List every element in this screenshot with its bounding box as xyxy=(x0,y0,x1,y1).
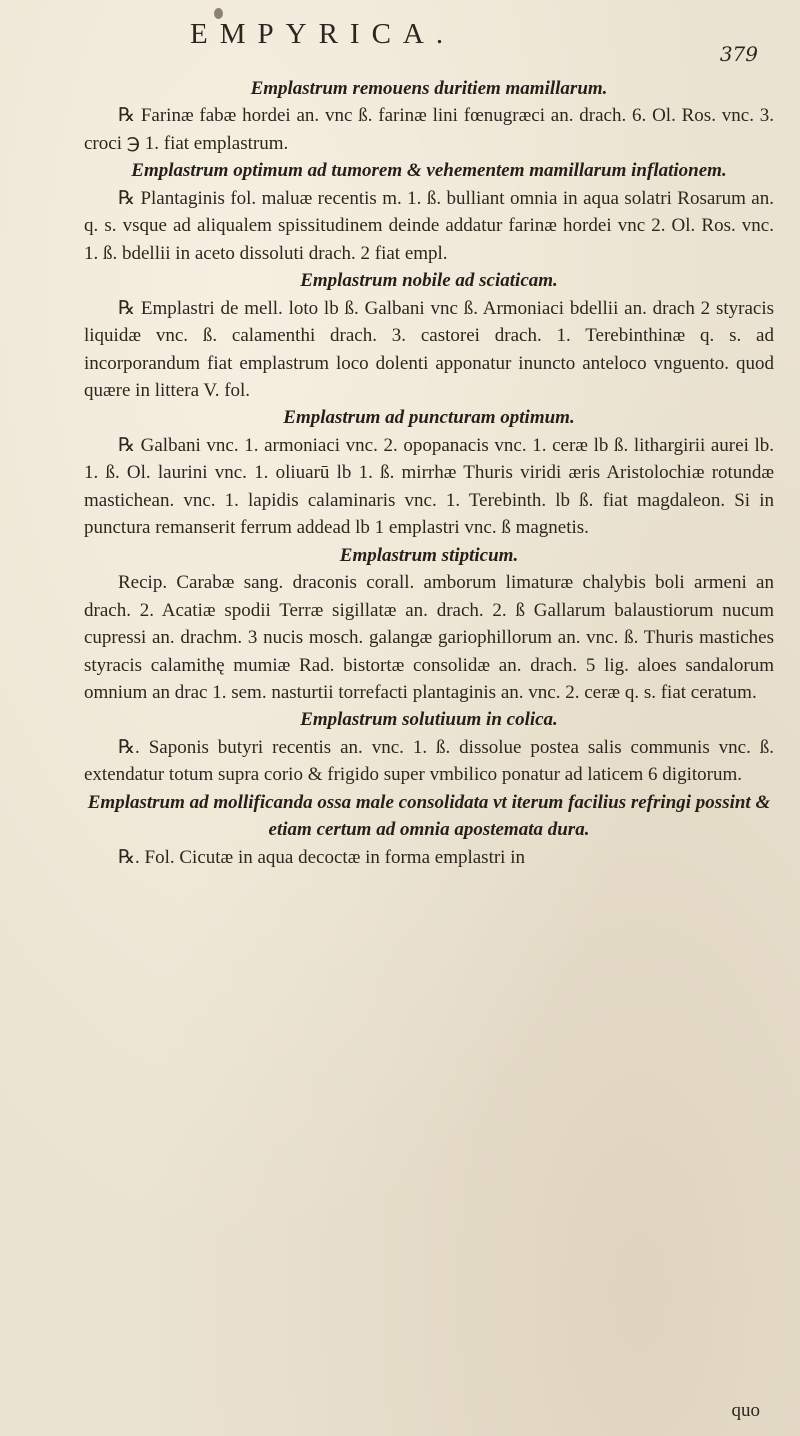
recipe-text: ℞ Emplastri de mell. loto lb ß. Galbani vnc ß. Armoniaci bdellii an. drach 2 styracis liquidæ vnc. ß. calamenthi drach. 3. castorei drach. 1. Terebinthinæ q. s. ad incorporandum fiat emplastrum loco dolenti apponatur inuncto anteloco vnguento. quod quære in littera V. fol. xyxy=(84,297,774,401)
recipe-heading: Emplastrum optimum ad tumorem & vehementem mamillarum inflationem. xyxy=(131,160,727,182)
recipe-text: ℞. Saponis butyri recentis an. vnc. 1. ß. dissolue postea salis communis vnc. ß. extendatur totum supra corio & frigido super vmbilico ponatur ad laticem 6 digitorum. xyxy=(84,736,774,786)
recipe-text: ℞ Galbani vnc. 1. armoniaci vnc. 2. opopanacis vnc. 1. ceræ lb ß. lithargirii aurei lb. 1. ß. Ol. laurini vnc. 1. oliuarū lb 1. ß. mirrhæ Thuris viridi æris Aristolochiæ rotundæ mastichean. vnc. 1. lapidis calaminaris vnc. 1. Terebinth. lb ß. fiat magdaleon. Si in punctura remanserit ferrum addead lb 1 emplastri vnc. ß magnetis. xyxy=(84,434,774,539)
recipe-text: ℞ Farinæ fabæ hordei an. vnc ß. farinæ lini fœnugræci an. drach. 6. Ol. Ros. vnc. 3. croci ℈ 1. fiat emplastrum. xyxy=(84,105,774,154)
recipe-heading: Emplastrum solutiuum in colica. xyxy=(300,709,558,731)
recipe-text: ℞. Fol. Cicutæ in aqua decoctæ in forma emplastri in xyxy=(118,846,525,868)
catchword: quo xyxy=(731,1400,760,1421)
recipe-heading: Emplastrum ad mollificanda ossa male consolidata vt iterum facilius refringi possint & etiam certum ad omnia apostemata dura. xyxy=(87,791,771,841)
recipe-text: ℞ Plantaginis fol. maluæ recentis m. 1. ß. bulliant omnia in aqua solatri Rosarum an. q. s. vsque ad aliqualem spissitudinem deinde addatur farinæ hordei vnc 2. Ol. Ros. vnc. 1. ß. bdellii in aceto dissoluti drach. 2 fiat empl. xyxy=(84,187,774,264)
recipe-heading: Emplastrum nobile ad sciaticam. xyxy=(300,270,558,292)
recipe-text: Recip. Carabæ sang. draconis corall. amborum limaturæ chalybis boli armeni an drach. 2. Acatiæ spodii Terræ sigillatæ an. drach. 2. ß Gallarum balaustiorum nucum cupressi an. drachm. 3 nucis mosch. galangæ gariophillorum an. vnc. ß. Thuris mastiches styracis calamithę mumiæ Rad. bistortæ consolidæ an. drach. 5 lig. aloes sandalorum omnium an drac 1. sem. nasturtii torrefacti plantaginis an. vnc. 2. ceræ q. s. fiat ceratum. xyxy=(84,572,774,703)
page-text xyxy=(84,75,774,871)
recipe-heading: Emplastrum remouens duritiem mamillarum. xyxy=(250,78,608,99)
recipe-heading: Emplastrum ad puncturam optimum. xyxy=(283,407,575,429)
page-number: 379 xyxy=(719,42,758,66)
recipe-heading: Emplastrum stipticum. xyxy=(339,544,519,566)
running-title: EMPYRICA. xyxy=(190,18,456,50)
